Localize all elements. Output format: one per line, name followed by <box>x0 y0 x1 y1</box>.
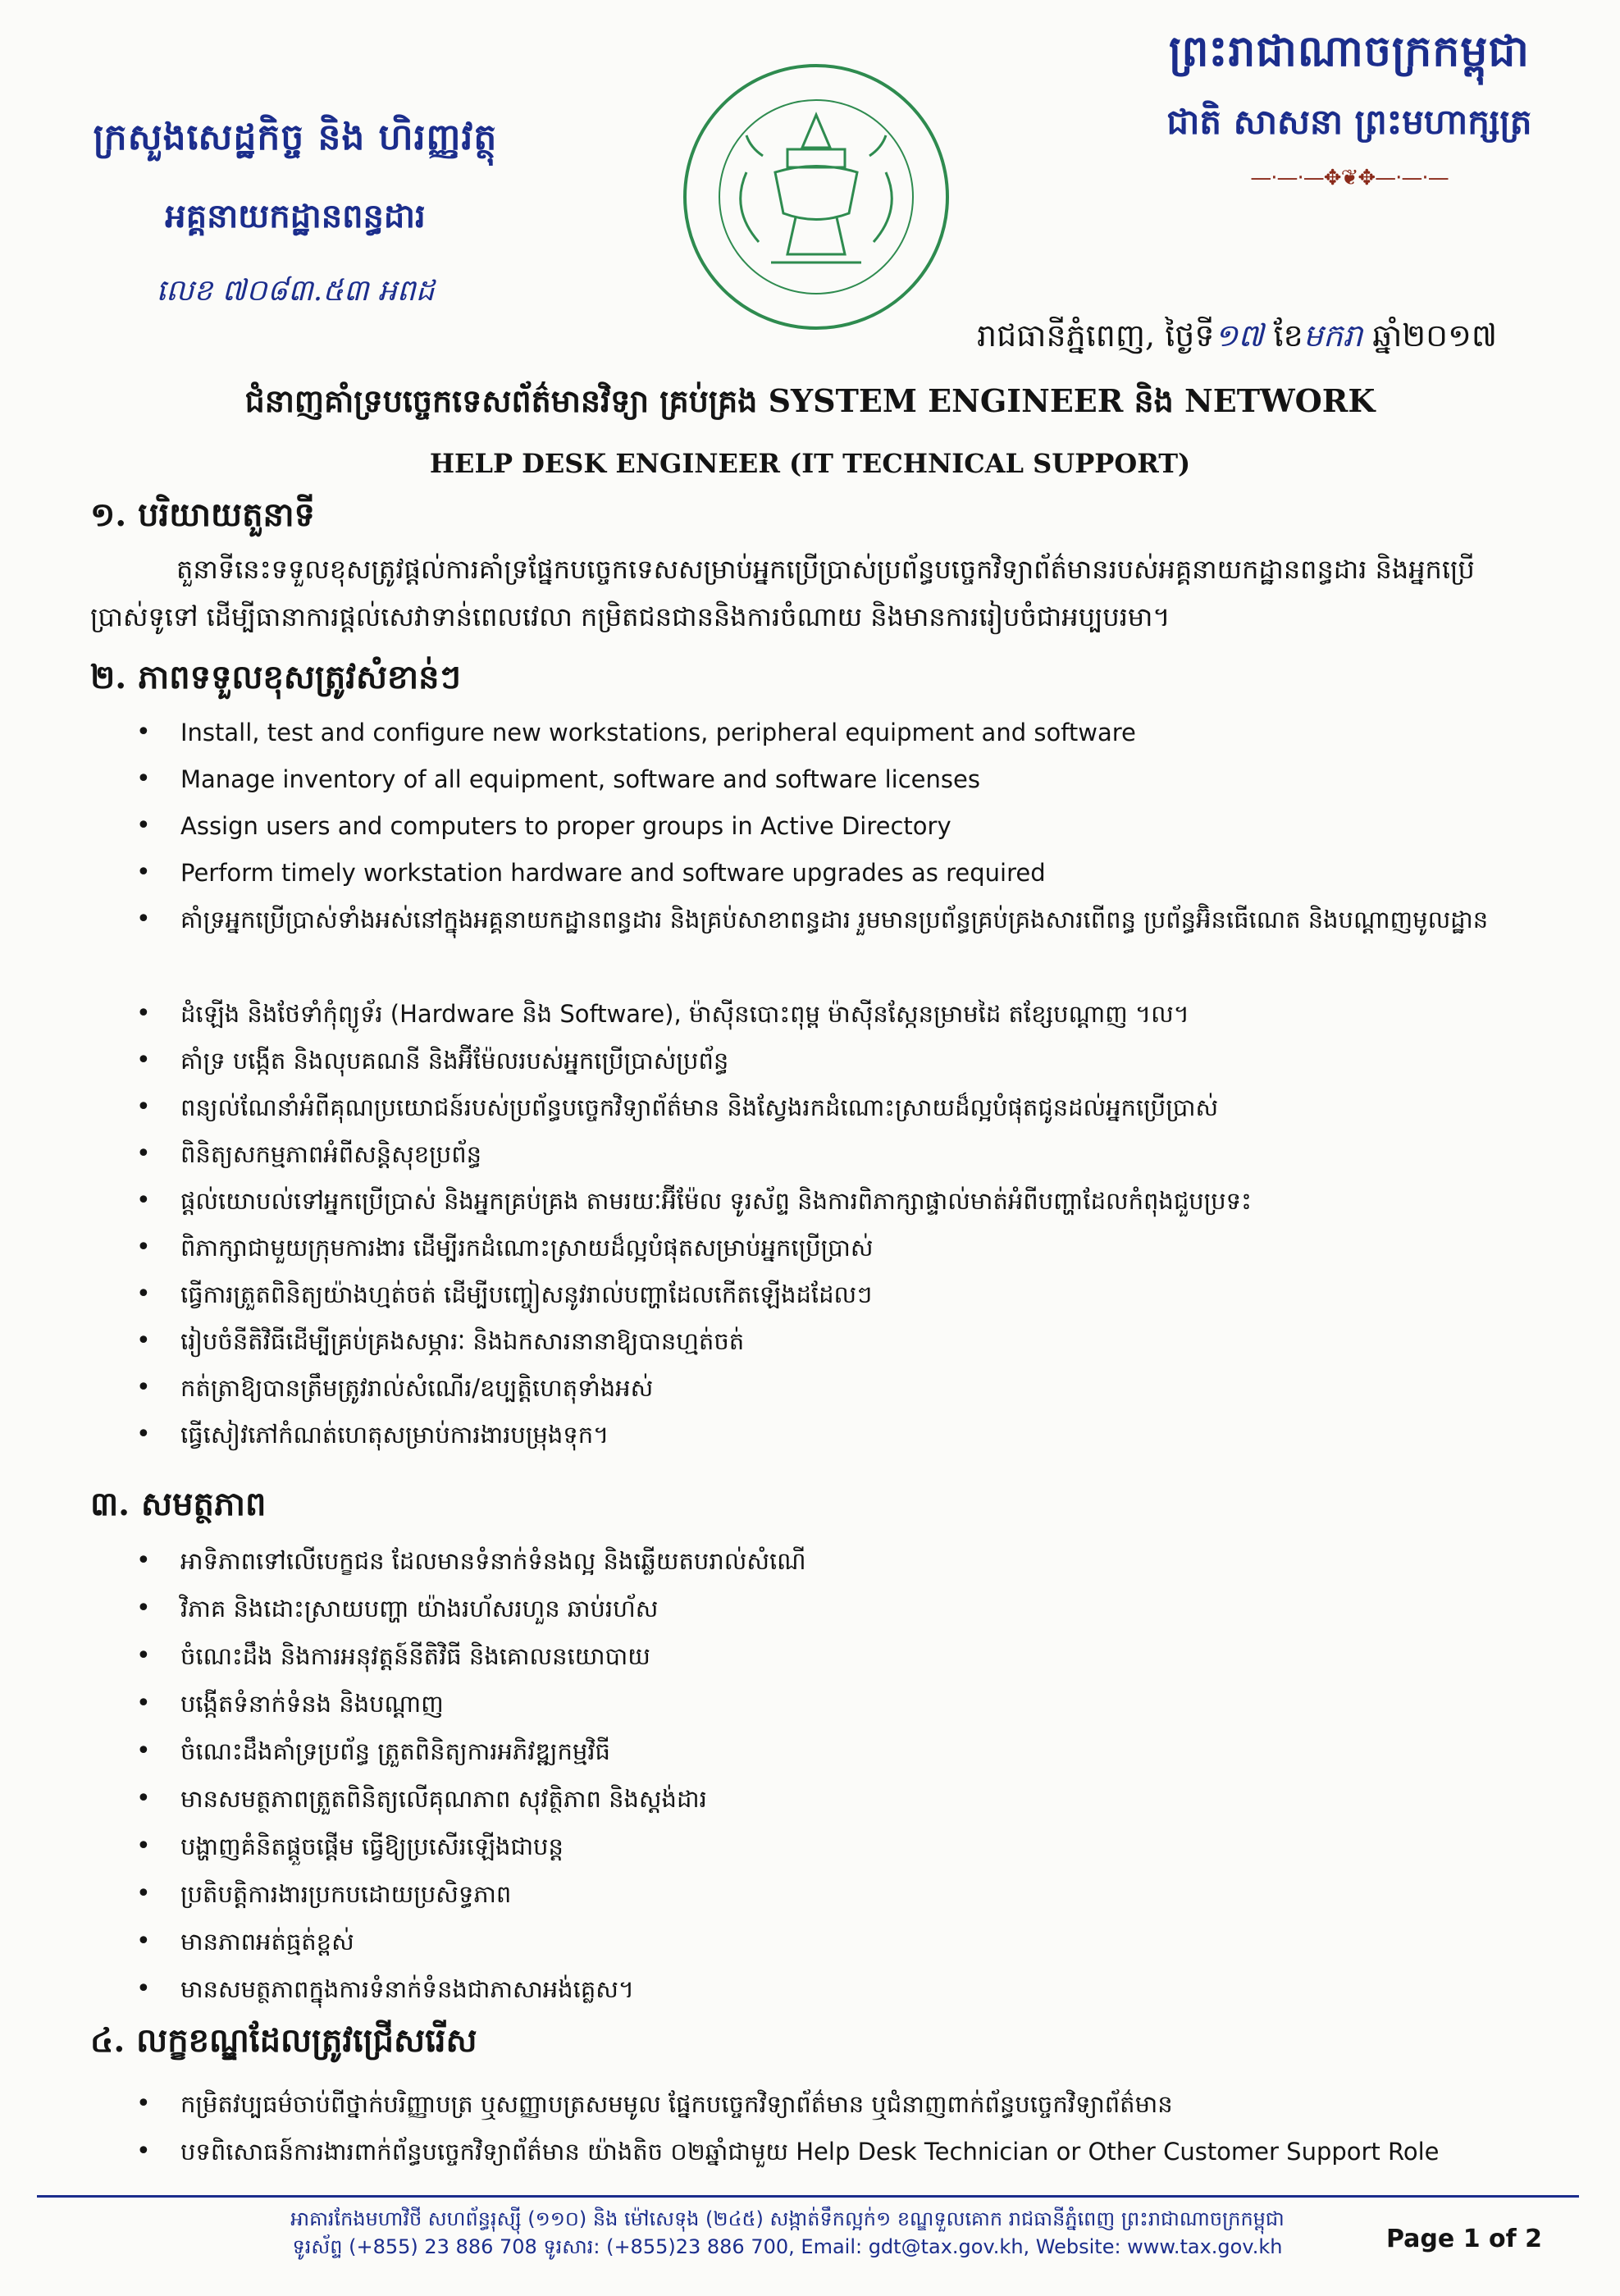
list-item: • ពន្យល់ណែនាំអំពីគុណប្រយោជន៍របស់ប្រព័ន្ធបច្ចេកវិទ្យាព័ត៌មាន និងស្វែងរកដំណោះស្រាយដ៏ល្អបំផុតជូនដល់អ្នកប្រើប្រាស់ <box>180 1093 1542 1140</box>
list-item: • ចំណេះដឹងគាំទ្រប្រព័ន្ធ ត្រួតពិនិត្យការអភិវឌ្ឍកម្មវិធី <box>180 1737 1542 1785</box>
date-prefix: រាជធានីភ្នំពេញ, ថ្ងៃទី <box>977 317 1215 354</box>
date-month-prefix: ខែ <box>1273 317 1303 354</box>
list-item: • មានសមត្ថភាពត្រួតពិនិត្យលើគុណភាព សុវត្ថិភាព និងស្តង់ដារ <box>180 1785 1542 1833</box>
list-item: • ពិភាក្សាជាមួយក្រុមការងារ ដើម្បីរកដំណោះស្រាយដ៏ល្អបំផុតសម្រាប់អ្នកប្រើប្រាស់ <box>180 1234 1542 1280</box>
footer-contact: ទូរស័ព្ទ (+855) 23 886 708 ទូរសារ: (+855)23 886 700, Email: gdt@tax.gov.kh, Website: www.tax.gov.kh <box>292 2235 1283 2258</box>
date-day: ១៧ <box>1214 317 1264 354</box>
date-month: មករា <box>1303 317 1363 354</box>
footer-divider <box>37 2195 1579 2198</box>
section-heading-competencies: ៣. សមត្ថភាព <box>90 1485 267 1523</box>
list-item: • បង្កើតទំនាក់ទំនង និងបណ្តាញ <box>180 1690 1542 1737</box>
date-year: ឆ្នាំ២០១៧ <box>1372 317 1497 354</box>
kingdom-name: ព្រះរាជាណាចក្រកម្ពុជា <box>1169 27 1530 76</box>
ministry-name: ក្រសួងសេដ្ឋកិច្ច និង ហិរញ្ញវត្ថុ <box>93 116 498 158</box>
list-item: • កម្រិតវប្បធម៌ចាប់ពីថ្នាក់បរិញ្ញាបត្រ ឬសញ្ញាបត្រសមមូល ផ្នែកបច្ចេកវិទ្យាព័ត៌មាន ឬជំនាញពាក់ព័ន្ធបច្ចេកវិទ្យាព័ត៌មាន <box>180 2090 1542 2138</box>
list-item: • អាទិភាពទៅលើបេក្ខជន ដែលមានទំនាក់ទំនងល្អ និងឆ្លើយតបរាល់សំណើ <box>180 1547 1542 1595</box>
page-number: Page 1 of 2 <box>1386 2225 1542 2253</box>
list-item: • Perform timely workstation hardware and software upgrades as required <box>180 859 1542 906</box>
list-item: • មានសមត្ថភាពក្នុងការទំនាក់ទំនងជាភាសាអង់គ្លេស។ <box>180 1975 1542 2023</box>
footer-info <box>180 2205 1394 2261</box>
section-heading-role: ១. បរិយាយតួនាទី <box>90 495 315 534</box>
list-item: • គាំទ្រ បង្កើត និងលុបគណនី និងអ៊ីម៉ែលរបស់អ្នកប្រើប្រាស់ប្រព័ន្ធ <box>180 1047 1542 1093</box>
list-item: • មានភាពអត់ធ្មត់ខ្ពស់ <box>180 1928 1542 1975</box>
list-item: • ធ្វើសៀវភៅកំណត់ហេតុសម្រាប់ការងារបម្រុងទុក។ <box>180 1421 1542 1468</box>
list-item: • Manage inventory of all equipment, software and software licenses <box>180 765 1542 812</box>
ministry-header <box>49 115 541 315</box>
list-item: • ចំណេះដឹង និងការអនុវត្តន៍នីតិវិធី និងគោលនយោបាយ <box>180 1642 1542 1690</box>
list-item: • រៀបចំនីតិវិធីដើម្បីគ្រប់គ្រងសម្ភារៈ និងឯកសារនានាឱ្យបានហ្មត់ចត់ <box>180 1327 1542 1374</box>
list-item: • Assign users and computers to proper groups in Active Directory <box>180 812 1542 859</box>
kingdom-header <box>1111 25 1587 190</box>
section-heading-responsibilities: ២. ភាពទទួលខុសត្រូវសំខាន់ៗ <box>90 658 461 696</box>
role-description: តួនាទីនេះទទួលខុសត្រូវផ្តល់ការគាំទ្រផ្នែកបច្ចេកទេសសម្រាប់អ្នកប្រើប្រាស់ប្រព័ន្ធបច្ចេកវិទ្យាព័ត៌មានរបស់អគ្គនាយកដ្ឋានពន្ធដារ និងអ្នកប្រើប្រាស់ទូទៅ ដើម្បីធានាការផ្តល់សេវាទាន់ពេលវេលា កម្រិតជនជាននិងការចំណាយ និងមានការរៀបចំជាអប្បបរមា។ <box>90 554 1475 632</box>
list-item: • Install, test and configure new workstations, peripheral equipment and software <box>180 719 1542 765</box>
list-item: • វិភាគ និងដោះស្រាយបញ្ហា យ៉ាងរហ័សរហួន ឆាប់រហ័ស <box>180 1595 1542 1642</box>
list-item: • កត់ត្រាឱ្យបានត្រឹមត្រូវរាល់សំណើរ/ឧប្បត្តិហេតុទាំងអស់ <box>180 1374 1542 1421</box>
list-item: • ពិនិត្យសកម្មភាពអំពីសន្តិសុខប្រព័ន្ធ <box>180 1140 1542 1187</box>
list-item: • ប្រតិបត្តិការងារប្រកបដោយប្រសិទ្ធភាព <box>180 1880 1542 1928</box>
reference-number: លេខ ៧០៨៣.៥៣ អពដ <box>156 274 435 308</box>
document-subtitle: HELP DESK ENGINEER (IT TECHNICAL SUPPORT) <box>429 448 1191 479</box>
seal-emblem-icon <box>673 57 960 336</box>
list-item: • ធ្វើការត្រួតពិនិត្យយ៉ាងហ្មត់ចត់ ដើម្បីបញ្ចៀសនូវរាល់បញ្ហាដែលកើតឡើងដដែលៗ <box>180 1280 1542 1327</box>
list-item: • បទពិសោធន៍ការងារពាក់ព័ន្ធបច្ចេកវិទ្យាព័ត៌មាន យ៉ាងតិច ០២ឆ្នាំជាមួយ Help Desk Technician or Other Customer Support Role <box>180 2138 1542 2185</box>
department-seal <box>673 57 960 336</box>
section-heading-requirements: ៤. លក្ខខណ្ឌដែលត្រូវជ្រើសរើស <box>90 2021 477 2060</box>
footer-address: អាគារកែងមហាវិថី សហព័ន្ធរុស្ស៊ី (១១០) និង ម៉ៅសេទុង (២៤៥) សង្កាត់ទឹកល្អក់១ ខណ្ឌទួលគោក រាជធានីភ្នំពេញ ព្រះរាជាណាចក្រកម្ពុជា <box>290 2207 1285 2230</box>
department-name: អគ្គនាយកដ្ឋានពន្ធដារ <box>165 198 426 235</box>
competencies-list <box>180 1547 1542 2023</box>
list-item: • ផ្តល់យោបល់ទៅអ្នកប្រើប្រាស់ និងអ្នកគ្រប់គ្រង តាមរយៈអ៊ីម៉ែល ទូរស័ព្ទ និងការពិភាក្សាផ្ទាល់មាត់អំពីបញ្ហាដែលកំពុងជួបប្រទះ <box>180 1187 1542 1234</box>
document-date <box>977 316 1497 362</box>
ornament-divider: —·—·—✥❦✥—·—·— <box>1250 166 1449 190</box>
list-item: • ដំឡើង និងថែទាំកុំព្យូទ័រ (Hardware និង Software), ម៉ាស៊ីនបោះពុម្ព ម៉ាស៊ីនស្កែនម្រាមដៃ តខ្សែបណ្តាញ ។ល។ <box>180 1000 1542 1047</box>
document-title: ជំនាញគាំទ្របច្ចេកទេសព័ត៌មានវិទ្យា គ្រប់គ្រង SYSTEM ENGINEER និង NETWORK <box>244 382 1376 419</box>
responsibilities-list <box>180 719 1542 1468</box>
requirements-list <box>180 2090 1542 2185</box>
list-item: • បង្ហាញគំនិតផ្តួចផ្តើម ធ្វើឱ្យប្រសើរឡើងជាបន្ត <box>180 1833 1542 1880</box>
national-motto: ជាតិ សាសនា ព្រះមហាក្សត្រ <box>1166 102 1532 142</box>
list-item: • គាំទ្រអ្នកប្រើប្រាស់ទាំងអស់នៅក្នុងអគ្គនាយកដ្ឋានពន្ធដារ និងគ្រប់សាខាពន្ធដារ រួមមានប្រព័ន្ធគ្រប់គ្រងសារពើពន្ធ ប្រព័ន្ធអ៊ិនធើណេត និងបណ្តាញមូលដ្ឋាន <box>180 906 1542 1000</box>
